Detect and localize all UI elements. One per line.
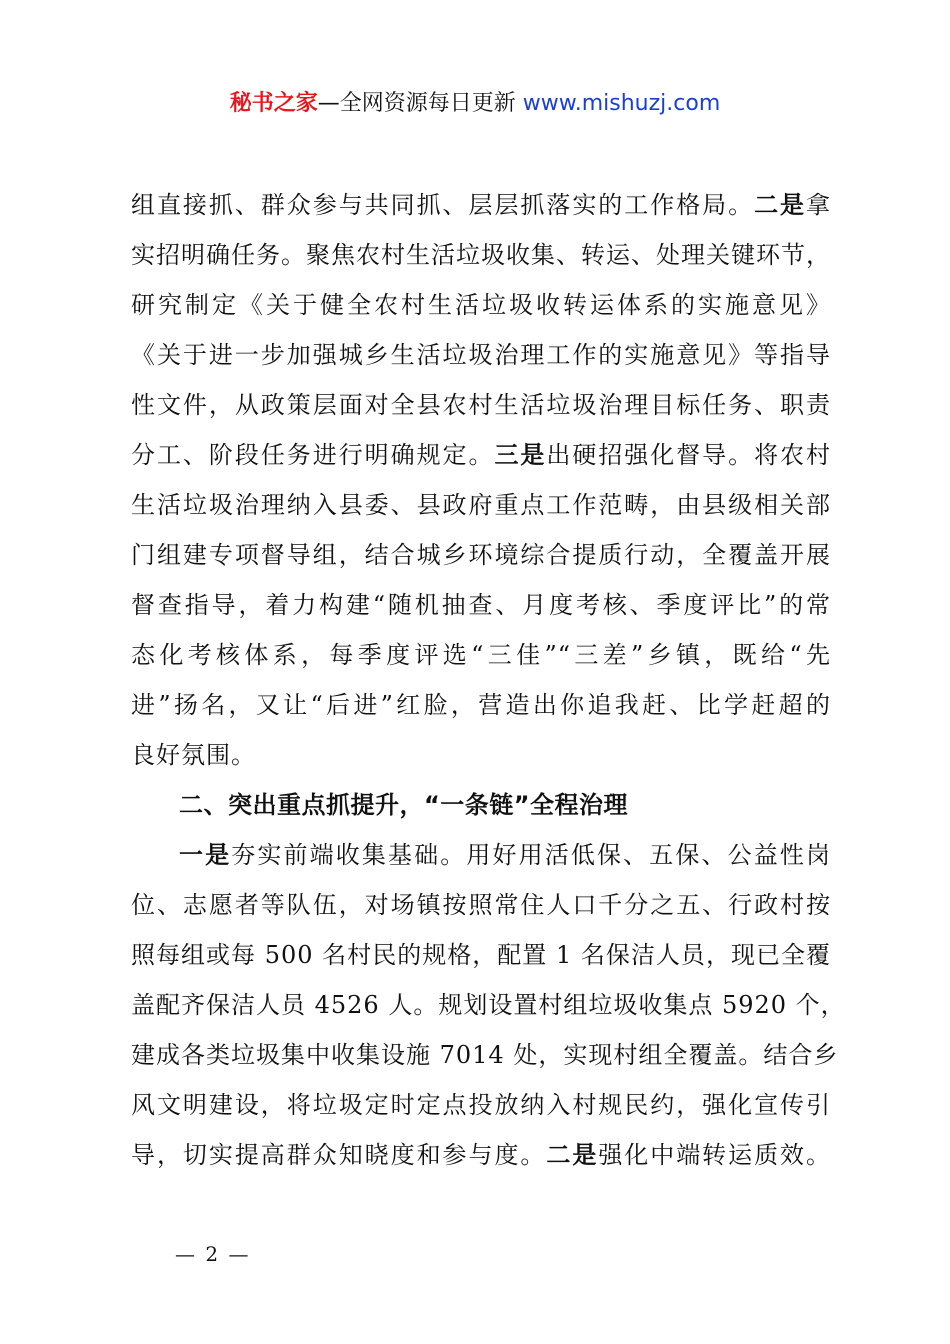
header-site-link[interactable]: www.mishuzj.com (522, 91, 721, 116)
section-heading: 二、突出重点抓提升，“一条链”全程治理 (179, 791, 629, 819)
text-line: 进”扬名，又让“后进”红脸，营造出你追我赶、比学赶超的 (131, 691, 831, 719)
text-line: 导，切实提高群众知晓度和参与度。二是强化中端转运质效。 (131, 1141, 832, 1169)
page-header (0, 88, 950, 120)
text-line: 一是夯实前端收集基础。用好用活低保、五保、公益性岗 (179, 841, 831, 869)
text-line: 门组建专项督导组，结合城乡环境综合提质行动，全覆盖开展 (131, 541, 831, 569)
emphasis-label: 二是 (546, 1141, 599, 1169)
text-line: 组直接抓、群众参与共同抓、层层抓落实的工作格局。二是拿 (131, 191, 832, 219)
text-line: 位、志愿者等队伍，对场镇按照常住人口千分之五、行政村按 (131, 891, 831, 919)
header-brand: 秘书之家 (229, 91, 318, 116)
text-line: 研究制定《关于健全农村生活垃圾收转运体系的实施意见》 (131, 291, 831, 319)
text-line: 分工、阶段任务进行明确规定。三是出硬招强化督导。将农村 (131, 441, 832, 469)
page-number: — 2 — (175, 1242, 251, 1266)
text-line: 建成各类垃圾集中收集设施 7014 处，实现村组全覆盖。结合乡 (131, 1041, 839, 1069)
text-line: 盖配齐保洁人员 4526 人。规划设置村组垃圾收集点 5920 个， (131, 991, 846, 1019)
text-line: 良好氛围。 (131, 741, 256, 769)
emphasis-label: 三是 (494, 441, 547, 469)
text-line: 照每组或每 500 名村民的规格，配置 1 名保洁人员，现已全覆 (131, 941, 831, 969)
text-line: 督查指导，着力构建“随机抽查、月度考核、季度评比”的常 (131, 591, 831, 619)
emphasis-label: 二是 (754, 191, 807, 219)
text-line: 生活垃圾治理纳入县委、县政府重点工作范畴，由县级相关部 (131, 491, 831, 519)
text-line: 态化考核体系，每季度评选“三佳”“三差”乡镇，既给“先 (131, 641, 831, 669)
text-line: 性文件，从政策层面对全县农村生活垃圾治理目标任务、职责 (131, 391, 831, 419)
text-line: 《关于进一步加强城乡生活垃圾治理工作的实施意见》等指导 (131, 341, 831, 369)
emphasis-label: 一是 (179, 841, 232, 869)
header-tagline: —全网资源每日更新 (317, 91, 523, 116)
text-line: 实招明确任务。聚焦农村生活垃圾收集、转运、处理关键环节， (131, 241, 831, 269)
document-body (131, 180, 846, 1180)
text-line: 风文明建设，将垃圾定时定点投放纳入村规民约，强化宣传引 (131, 1091, 831, 1119)
